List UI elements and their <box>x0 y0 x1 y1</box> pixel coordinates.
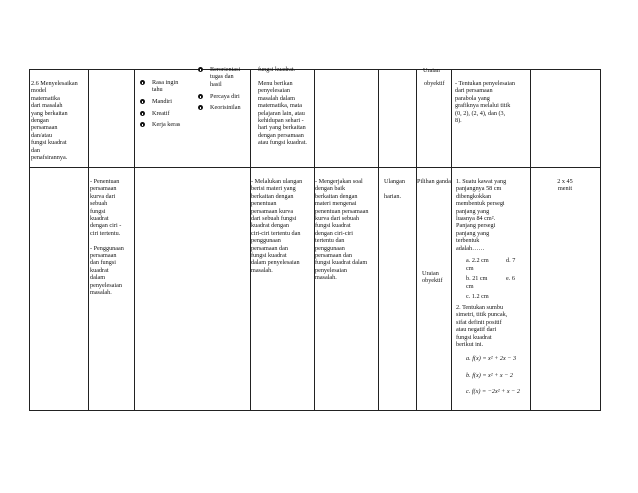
character-value-item: Percaya diri <box>198 94 250 101</box>
character-value-item: Mandiri <box>140 99 200 106</box>
instrument-form-text: obyektif <box>424 80 445 87</box>
column-divider <box>416 69 417 411</box>
equation-c: c. f(x) = −2x² + x − 2 <box>466 388 520 395</box>
learning-activity-text: Menu berikan penyelesaian masalah dalam matematika, mata pelajaran lain, atau kehidupan sehari - hari yang berkaitan dengan persamaan atau fungsi kuadrat. <box>258 80 307 147</box>
assessment-technique-text: Ulangan harian. <box>384 178 405 200</box>
character-value-item: Rasa ingin tahu <box>140 80 200 87</box>
option-a: a. 2.2 cm <box>466 257 489 264</box>
table-border-top <box>29 69 601 70</box>
bullet-icon <box>140 99 145 104</box>
time-allocation-text: 2 x 45 menit <box>557 178 573 193</box>
question-2-text: 2. Tentukan sumbu simetri, titik puncak, sifat definit positif atau negatif dari fungsi kuadrat berikut ini. <box>456 304 508 349</box>
equation-a: a. f(x) = x² + 2x − 3 <box>466 355 517 362</box>
table-border-left <box>29 69 30 411</box>
character-value-item: Kerja keras <box>140 122 200 129</box>
indicators-text: - Penentuan persamaan kurva dari sebuah fungsi kuadrat dengan ciri - ciri tertentu. - Penggunaan persamaan dan fungsi kuadrat dalam penyelesaian masalah. <box>90 178 124 297</box>
character-value-item: Keorisinilan <box>198 105 250 112</box>
equation-b: b. f(x) = x² + x − 2 <box>466 372 514 379</box>
table-border-right <box>600 69 601 411</box>
learning-activity-text: - Mengerjakan soal dengan baik berkaitan dengan materi mengenai penentuan persamaan kurva dari sebuah fungsi kuadrat dengan ciri-ciri tertentu dan penggunaan persamaan dan fungsi kuadrat dalam penyelesaian masalah. <box>315 178 369 282</box>
bullet-icon <box>140 122 145 127</box>
option-unit: cm <box>466 283 474 290</box>
column-divider <box>451 69 452 411</box>
row-divider <box>29 167 601 168</box>
character-value-item: Berorientasi tugas dan hasil <box>198 67 250 74</box>
option-c: c. 1.2 cm <box>466 293 489 300</box>
bullet-icon <box>198 94 203 99</box>
instrument-form-text: Uraian obyektif <box>422 270 443 285</box>
option-b: b. 21 cm <box>466 275 488 282</box>
option-e: e. 6 <box>506 275 515 282</box>
material-text: fungsi kuadrat. <box>258 66 296 73</box>
instrument-form-text: Pilihan ganda <box>417 178 451 185</box>
option-d: d. 7 <box>506 257 516 264</box>
bullet-icon <box>198 67 203 72</box>
instrument-item-text: - Tentukan penyelesaian dari persamaan parabola yang grafiknya melalui titik (0, 2), (2, 4), dan (3, 8). <box>455 80 515 125</box>
question-1-text: 1. Suatu kawat yang panjangnya 58 cm dibengkokkan membentuk persegi panjang yang luasnya 84 cm². Panjang persegi panjang yang terbentuk adalah…… <box>456 178 507 252</box>
bullet-icon <box>198 105 203 110</box>
instrument-type-text: Uraian <box>423 67 440 74</box>
table-border-bottom <box>29 410 601 411</box>
bullet-icon <box>140 80 145 85</box>
bullet-icon <box>140 111 145 116</box>
character-value-item: Kreatif <box>140 111 200 118</box>
option-unit: cm <box>466 265 474 272</box>
competency-text: 2.6 Menyelesaikan model matematika dari masalah yang berkaitan dengan persamaan dan/atau fungsi kuadrat dan penafsirannya. <box>31 80 78 162</box>
material-text: - Melalukan ulangan berisi materi yang berkaitan dengan penentuan persamaan kurva dari sebuah fungsi kuadrat dengan ciri-ciri tertentu dan penggunaan persamaan dan fungsi kuadrat dalam penyelesaian masalah. <box>251 178 303 274</box>
